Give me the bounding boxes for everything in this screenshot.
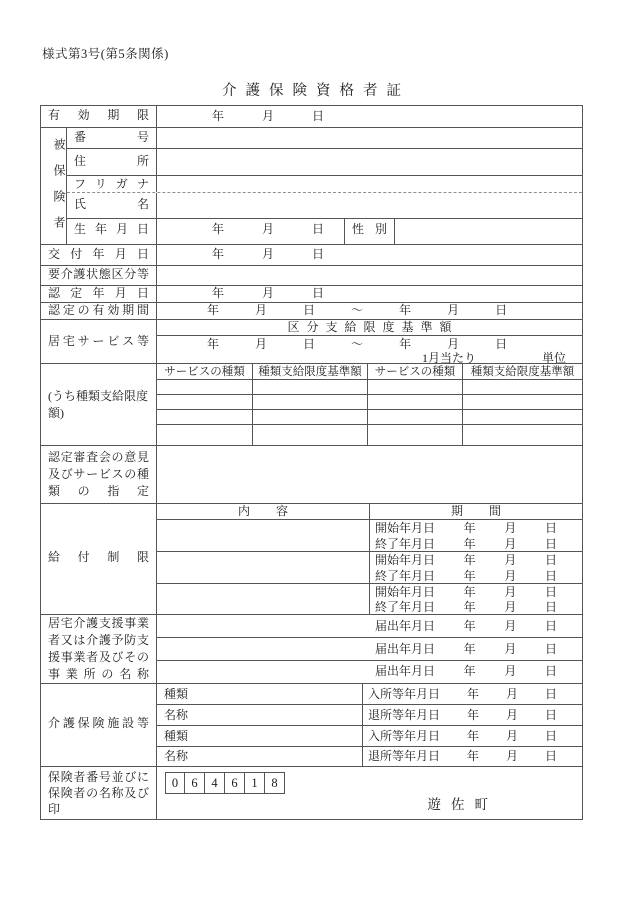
facility-type-label: 種類: [157, 684, 363, 704]
issue-date-placeholder: [157, 245, 582, 262]
discharge-date-label: 退所等年月日: [368, 708, 441, 722]
insured-group-label: 被保険者: [41, 128, 67, 244]
discharge-date-line: [363, 747, 582, 764]
row-facility: [41, 684, 582, 767]
facility-discharge-cell: [363, 747, 582, 766]
insurer-number-boxes: [165, 772, 582, 794]
month-label: 月: [504, 569, 517, 583]
per-month-label: 1月当たり: [422, 351, 477, 365]
type-limit-label: (うち種類支給限度額): [41, 364, 157, 445]
year-label: 年: [466, 729, 479, 743]
day-label: 日: [544, 553, 557, 567]
benefit-restriction-group: [157, 584, 582, 614]
insured-number-label: 番号: [67, 128, 157, 148]
facility-admission-cell: [363, 684, 582, 704]
month-label: 月: [504, 585, 517, 599]
service-type-col-header: サービスの種類: [157, 364, 253, 379]
start-date-label: 開始年月日: [375, 553, 436, 567]
row-certification-date: [41, 286, 582, 303]
day-label: 日: [544, 537, 557, 551]
insurer-number-digit: 8: [265, 772, 285, 794]
day-label: 日: [303, 337, 316, 351]
home-service-value: [157, 320, 582, 363]
discharge-date-label: 退所等年月日: [368, 749, 441, 763]
month-label: 月: [505, 708, 518, 722]
year-label: 年: [212, 109, 225, 123]
end-date-label: 終了年月日: [375, 569, 436, 583]
month-label: 月: [504, 600, 517, 614]
insurer-number-digit: 0: [165, 772, 185, 794]
benefit-restriction-group: [157, 520, 582, 552]
year-label: 年: [463, 521, 476, 535]
birthdate-placeholder: [157, 219, 344, 237]
type-limit-amount-col-header: 種類支給限度基準額: [253, 364, 368, 379]
year-label: 年: [207, 303, 220, 317]
day-label: 日: [544, 729, 557, 743]
day-label: 日: [495, 303, 508, 317]
insured-number-row: [67, 128, 582, 149]
year-label: 年: [207, 337, 220, 351]
benefit-start-line: [370, 520, 582, 536]
benefit-end-line: [370, 599, 582, 614]
type-limit-empty-row: [157, 395, 582, 410]
insured-address-label: 住所: [67, 149, 157, 175]
benefit-header-row: [157, 504, 582, 520]
insured-name-label: 氏名: [67, 193, 157, 218]
day-label: 日: [544, 687, 557, 701]
benefit-restriction-group: [157, 552, 582, 584]
facility-admission-cell: [363, 726, 582, 746]
notification-date-line: [370, 638, 582, 660]
month-label: 月: [504, 521, 517, 535]
home-service-period-placeholder: [157, 336, 582, 352]
year-label: 年: [463, 642, 476, 656]
benefit-start-line: [370, 552, 582, 568]
insured-birthdate-label: 生年月日: [67, 219, 157, 244]
row-home-service: [41, 320, 582, 364]
facility-name-label: 名称: [157, 705, 363, 725]
insurer-name: 遊佐町: [427, 797, 498, 812]
admission-date-label: 入所等年月日: [368, 687, 441, 701]
document-title: 介護保険資格者証: [222, 83, 410, 99]
tilde: ～: [351, 303, 364, 317]
day-label: 日: [544, 619, 557, 633]
year-label: 年: [466, 687, 479, 701]
service-type-col-header: サービスの種類: [368, 364, 463, 379]
row-care-support-provider: [41, 615, 582, 684]
year-label: 年: [399, 303, 412, 317]
insured-furigana-value: [157, 176, 582, 193]
row-insurer: [41, 767, 582, 819]
review-board-value: [157, 446, 582, 503]
period-col-header: 期間: [450, 504, 527, 518]
insured-number-value: [157, 128, 582, 148]
notification-date-line: [370, 661, 582, 683]
insurer-label: 保険者番号並びに保険者の名称及び印: [41, 767, 157, 819]
insurer-number-digit: 1: [245, 772, 265, 794]
month-label: 月: [262, 286, 275, 300]
start-date-label: 開始年月日: [375, 585, 436, 599]
month-label: 月: [504, 619, 517, 633]
content-col-header: 内容: [157, 504, 370, 519]
day-label: 日: [544, 569, 557, 583]
day-label: 日: [303, 303, 316, 317]
type-limit-header-row: [157, 364, 582, 380]
row-issue-date: [41, 245, 582, 266]
home-service-label: 居宅サービス等: [41, 320, 157, 363]
benefit-period-cell: [370, 584, 582, 614]
benefit-content-cell: [157, 584, 370, 614]
row-certification-period: [41, 303, 582, 320]
certification-date-label: 認定年月日: [41, 286, 157, 302]
benefit-start-line: [370, 584, 582, 599]
month-label: 月: [255, 337, 268, 351]
benefit-period-cell: [370, 552, 582, 583]
validity-value: [157, 106, 582, 127]
day-label: 日: [544, 600, 557, 614]
day-label: 日: [544, 749, 557, 763]
certification-date-placeholder: [157, 286, 582, 301]
insured-birthdate-value: [157, 219, 345, 244]
month-label: 月: [262, 109, 275, 123]
year-label: 年: [463, 585, 476, 599]
year-label: 年: [399, 337, 412, 351]
year-label: 年: [212, 286, 225, 300]
certification-period-label: 認定の有効期間: [41, 303, 157, 319]
year-label: 年: [463, 537, 476, 551]
certification-date-value: [157, 286, 582, 302]
facility-type-row: [157, 726, 582, 747]
validity-label: 有効期限: [41, 106, 157, 127]
benefit-restriction-table: [157, 504, 582, 614]
notification-date-label: 届出年月日: [375, 619, 436, 633]
month-label: 月: [447, 303, 460, 317]
issue-date-label: 交付年月日: [41, 245, 157, 265]
facility-discharge-cell: [363, 705, 582, 725]
facility-name-row: [157, 705, 582, 726]
row-type-limit: [41, 364, 582, 446]
day-label: 日: [544, 708, 557, 722]
type-limit-table: [157, 364, 582, 445]
type-limit-empty-row: [157, 425, 582, 445]
end-date-label: 終了年月日: [375, 600, 436, 614]
form-number-note: 様式第3号(第5条関係): [42, 47, 169, 61]
notification-date-line: [370, 615, 582, 637]
year-label: 年: [463, 600, 476, 614]
month-label: 月: [447, 337, 460, 351]
care-level-label: 要介護状態区分等: [41, 266, 157, 285]
benefit-restriction-label: 給付制限: [41, 504, 157, 614]
day-label: 日: [544, 521, 557, 535]
insured-address-row: [67, 149, 582, 176]
row-benefit-restriction: [41, 504, 582, 615]
year-label: 年: [463, 553, 476, 567]
insured-furigana-row: [67, 176, 582, 194]
facility-rows: [157, 684, 582, 766]
year-label: 年: [466, 749, 479, 763]
year-label: 年: [463, 619, 476, 633]
benefit-period-cell: [370, 520, 582, 551]
certification-period-value: [157, 303, 582, 319]
year-label: 年: [463, 664, 476, 678]
notification-date-label: 届出年月日: [375, 664, 436, 678]
insured-address-value: [157, 149, 582, 175]
row-review-board: [41, 446, 582, 504]
month-label: 月: [262, 222, 275, 237]
year-label: 年: [212, 247, 225, 261]
day-label: 日: [312, 247, 325, 261]
care-support-provider-rows: [157, 615, 582, 683]
gender-label: 性別: [345, 219, 395, 244]
provider-entry-row: [157, 615, 582, 638]
insured-furigana-label: フリガナ: [67, 176, 157, 193]
tilde: ～: [351, 337, 364, 351]
benefit-end-line: [370, 568, 582, 583]
admission-date-line: [363, 726, 582, 744]
day-label: 日: [495, 337, 508, 351]
facility-name-label: 名称: [157, 747, 363, 766]
row-care-level: [41, 266, 582, 286]
insurer-value: [157, 767, 582, 819]
admission-date-label: 入所等年月日: [368, 729, 441, 743]
type-limit-empty-row: [157, 380, 582, 395]
insured-name-row: [67, 193, 582, 219]
day-label: 日: [544, 585, 557, 599]
certification-period-placeholder: [157, 303, 582, 318]
notification-date-label: 届出年月日: [375, 642, 436, 656]
certificate-table: [40, 105, 583, 820]
facility-name-row: [157, 747, 582, 766]
provider-entry-row: [157, 638, 582, 661]
month-label: 月: [505, 729, 518, 743]
start-date-label: 開始年月日: [375, 521, 436, 535]
care-support-provider-label: 居宅介護支援事業者又は介護予防支援事業者及びその事業所の名称: [41, 615, 157, 683]
year-label: 年: [463, 569, 476, 583]
month-label: 月: [504, 664, 517, 678]
facility-type-row: [157, 684, 582, 705]
unit-label: 単位: [542, 351, 567, 365]
discharge-date-line: [363, 705, 582, 723]
insurer-number-digit: 6: [225, 772, 245, 794]
end-date-label: 終了年月日: [375, 537, 436, 551]
insured-birthdate-row: [67, 219, 582, 244]
day-label: 日: [312, 109, 325, 123]
day-label: 日: [312, 222, 325, 237]
gender-value: [395, 219, 582, 244]
type-limit-amount-col-header: 種類支給限度基準額: [470, 366, 575, 378]
year-label: 年: [466, 708, 479, 722]
review-board-label: 認定審査会の意見及びサービスの種類の指定: [41, 446, 157, 503]
month-label: 月: [505, 749, 518, 763]
month-label: 月: [262, 247, 275, 261]
month-label: 月: [504, 553, 517, 567]
month-label: 月: [505, 687, 518, 701]
provider-entry-row: [157, 661, 582, 683]
type-limit-empty-row: [157, 410, 582, 425]
year-label: 年: [212, 222, 225, 237]
insured-name-value: [157, 193, 582, 218]
insurer-number-digit: 4: [205, 772, 225, 794]
benefit-content-cell: [157, 552, 370, 583]
benefit-content-cell: [157, 520, 370, 551]
facility-type-label: 種類: [157, 726, 363, 746]
month-label: 月: [255, 303, 268, 317]
day-label: 日: [544, 642, 557, 656]
month-label: 月: [504, 537, 517, 551]
facility-label: 介護保険施設等: [41, 684, 157, 766]
insurer-number-digit: 6: [185, 772, 205, 794]
insured-rows: [67, 128, 582, 244]
validity-date-placeholder: [157, 106, 582, 124]
insured-section: [41, 128, 582, 245]
care-level-value: [157, 266, 582, 285]
day-label: 日: [312, 286, 325, 300]
category-limit-header: 区分支給限度基準額: [157, 320, 582, 336]
day-label: 日: [544, 664, 557, 678]
benefit-end-line: [370, 536, 582, 551]
month-label: 月: [504, 642, 517, 656]
admission-date-line: [363, 684, 582, 702]
row-validity: [41, 106, 582, 128]
issue-date-value: [157, 245, 582, 265]
